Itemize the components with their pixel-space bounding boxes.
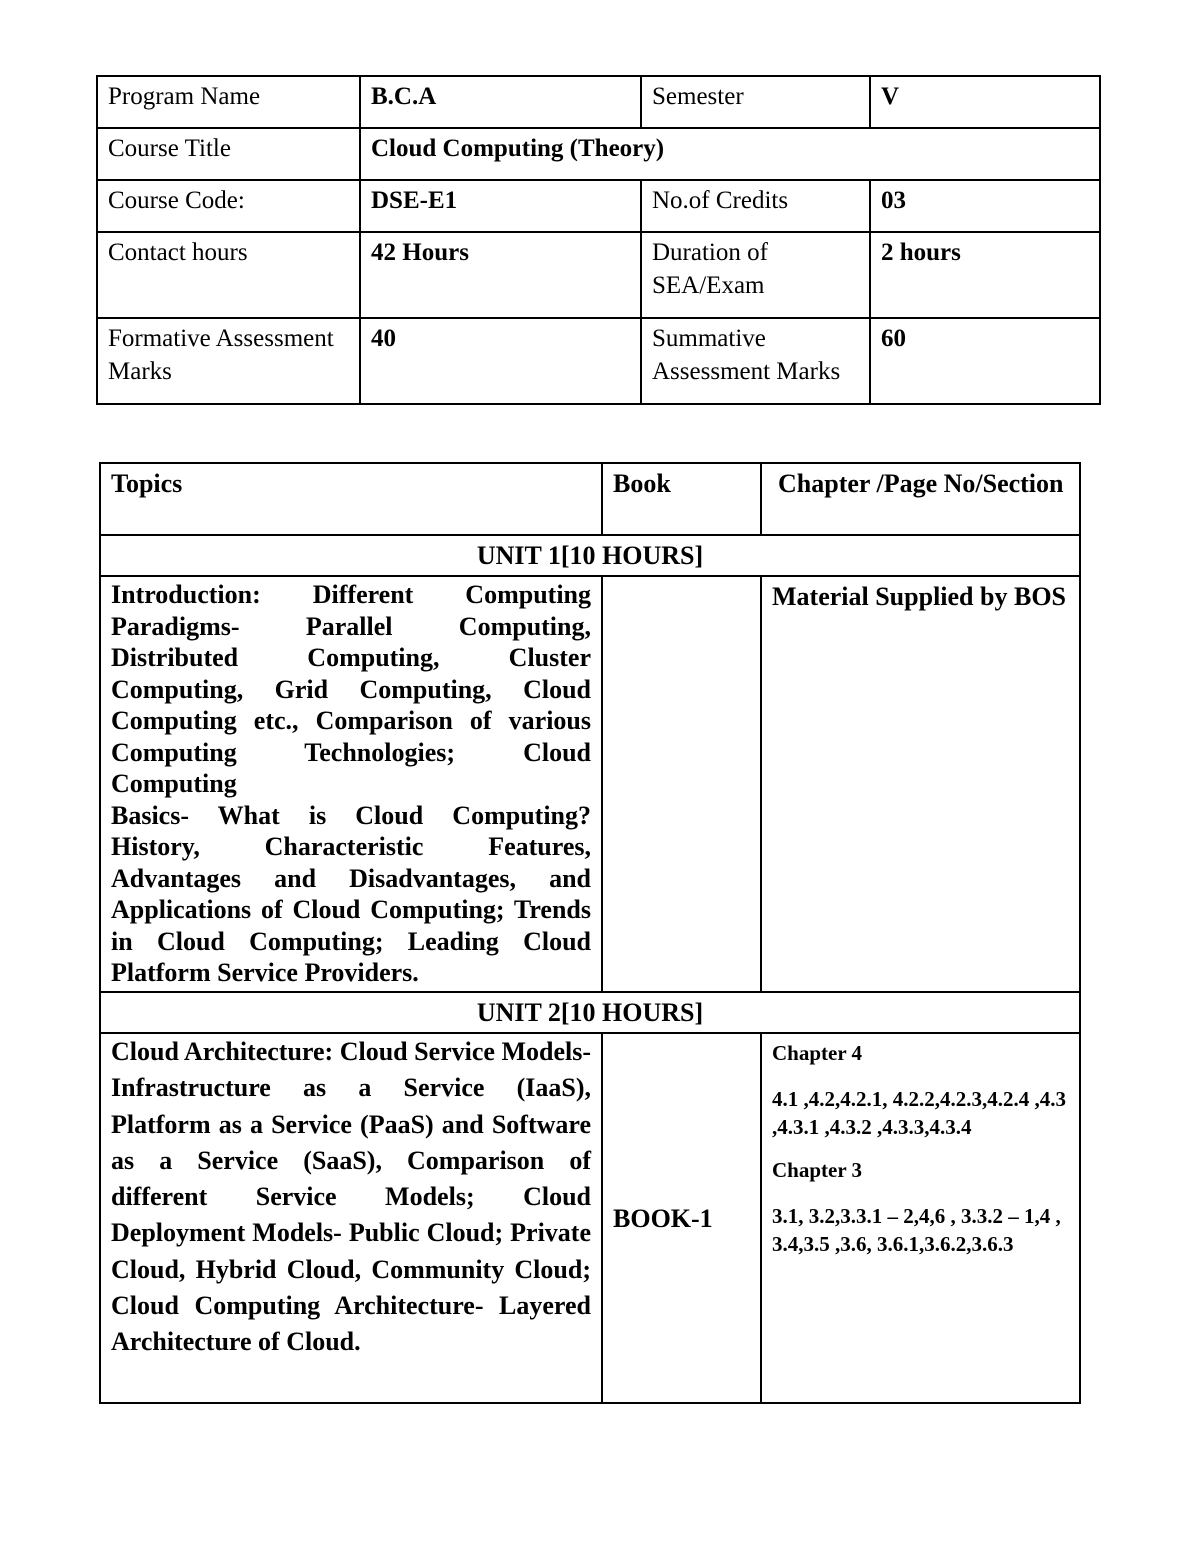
unit-1-content-row	[100, 576, 1080, 992]
course-title-row	[97, 128, 1100, 180]
semester-value: V	[870, 76, 1100, 128]
unit-2-chapter-b: Chapter 3	[772, 1158, 863, 1182]
topics-header: Topics	[100, 463, 602, 535]
exam-duration-label: Duration of SEA/Exam	[641, 232, 870, 318]
program-name-value: B.C.A	[360, 76, 641, 128]
assessment-row	[97, 318, 1100, 404]
unit-1-heading: UNIT 1[10 HOURS]	[100, 535, 1080, 576]
course-title-label: Course Title	[97, 128, 360, 180]
program-name-label: Program Name	[97, 76, 360, 128]
unit-1-book	[602, 576, 761, 992]
unit-2-heading: UNIT 2[10 HOURS]	[100, 992, 1080, 1033]
course-code-row	[97, 180, 1100, 232]
unit-1-reference: Material Supplied by BOS	[761, 576, 1080, 992]
contact-hours-value: 42 Hours	[360, 232, 641, 318]
exam-duration-value: 2 hours	[870, 232, 1100, 318]
credits-label: No.of Credits	[641, 180, 870, 232]
book-header: Book	[602, 463, 761, 535]
formative-marks-value: 40	[360, 318, 641, 404]
contact-hours-row	[97, 232, 1100, 318]
summative-marks-value: 60	[870, 318, 1100, 404]
unit-2-sections-b: 3.1, 3.2,3.3.1 – 2,4,6 , 3.3.2 – 1,4 , 3.4,3.5 ,3.6, 3.6.1,3.6.2,3.6.3	[772, 1204, 1061, 1256]
program-row	[97, 76, 1100, 128]
unit-1-topic-text-a: Different Computing Paradigms- Parallel Computing, Distributed Computing, Cluster Computing, Grid Computing, Cloud Computing etc., Comparison of various Computing Technologies; Cloud Computing	[111, 580, 591, 798]
formative-marks-label: Formative Assessment Marks	[97, 318, 360, 404]
unit-2-topic-text: Cloud Service Models- Infrastructure as a Service (IaaS), Platform as a Service (PaaS) and Software as a Service (SaaS), Comparison of different Service Models; Cloud Deployment Models- Public Cloud; Private Cloud, Hybrid Cloud, Community Cloud; Cloud Computing Architecture- Layered Architecture of Cloud.	[111, 1037, 591, 1357]
semester-label: Semester	[641, 76, 870, 128]
unit-2-heading-row	[100, 992, 1080, 1033]
course-code-value: DSE-E1	[360, 180, 641, 232]
unit-2-reference	[761, 1033, 1080, 1403]
unit-2-topic-label: Cloud Architecture:	[111, 1037, 334, 1066]
contact-hours-label: Contact hours	[97, 232, 360, 318]
unit-2-chapter-a: Chapter 4	[772, 1041, 863, 1065]
course-code-label: Course Code:	[97, 180, 360, 232]
unit-2-topics	[100, 1033, 602, 1403]
course-title-value: Cloud Computing (Theory)	[360, 128, 1100, 180]
syllabus-table	[99, 462, 1081, 1404]
course-info-table	[96, 75, 1101, 405]
credits-value: 03	[870, 180, 1100, 232]
unit-2-content-row	[100, 1033, 1080, 1403]
unit-1-topic-text-b: Basics- What is Cloud Computing? History, Characteristic Features, Advantages and Disadvantages, and Applications of Cloud Computing; Trends in Cloud Computing; Leading Cloud Platform Service Providers.	[111, 800, 591, 987]
unit-2-book: BOOK-1	[602, 1033, 761, 1403]
syllabus-header-row	[100, 463, 1080, 535]
unit-2-sections-a: 4.1 ,4.2,4.2.1, 4.2.2,4.2.3,4.2.4 ,4.3 ,4.3.1 ,4.3.2 ,4.3.3,4.3.4	[772, 1087, 1066, 1139]
summative-marks-label: Summative Assessment Marks	[641, 318, 870, 404]
unit-1-topics	[100, 576, 602, 992]
chapter-header: Chapter /Page No/Section	[761, 463, 1080, 535]
unit-1-topic-label: Introduction:	[111, 580, 261, 609]
unit-1-heading-row	[100, 535, 1080, 576]
